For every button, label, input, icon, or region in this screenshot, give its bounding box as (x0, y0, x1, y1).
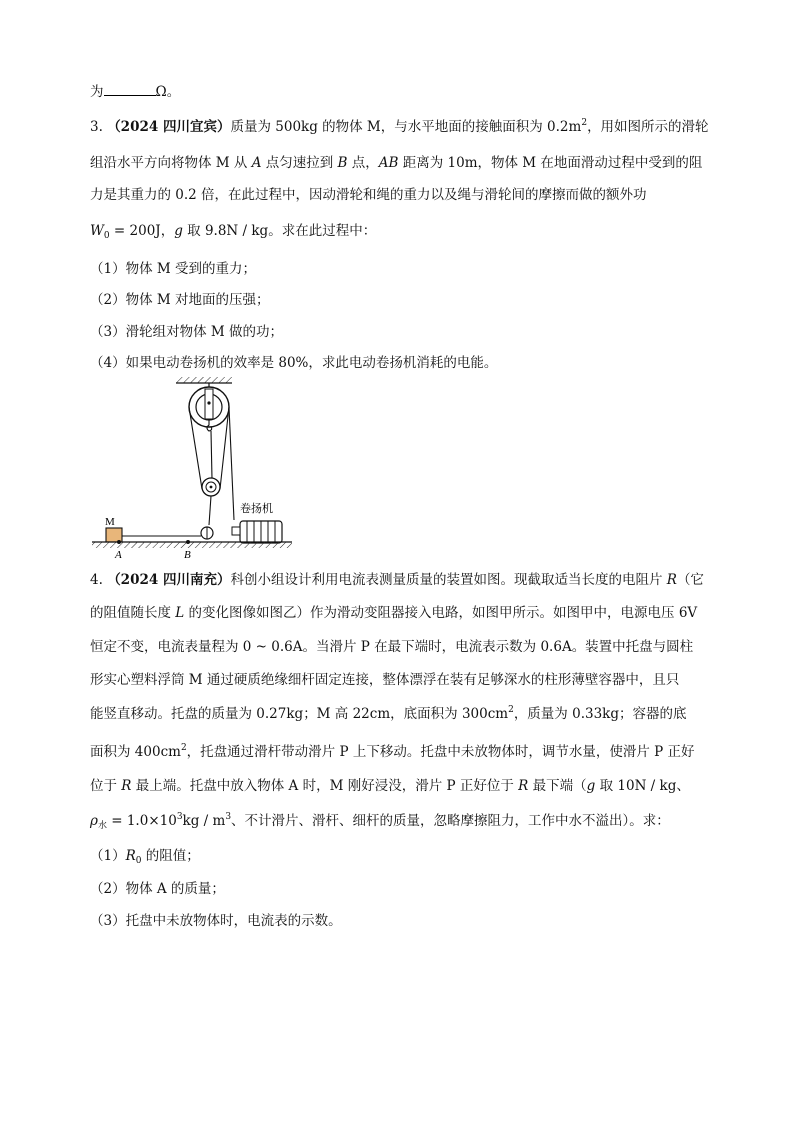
q4-line-1 (90, 570, 704, 590)
rope-down (209, 496, 211, 525)
rho-symbol: ρ (90, 813, 98, 829)
resistor-symbol: R (125, 848, 136, 864)
q3-item-2 (90, 290, 270, 310)
text: 的变化图像如图乙）作为滑动变阻器接入电路，如图甲所示。如图甲中，电源电压 6V (184, 605, 698, 621)
current-value: 0.6A (540, 639, 572, 655)
text: 科创小组设计利用电流表测量质量的装置如图。现截取适当长度的电阻片 (230, 572, 667, 588)
rope-to-winch (229, 407, 234, 520)
q3-line-1 (90, 117, 709, 137)
q4-line-8 (90, 811, 670, 831)
area-value: 0.2m (547, 119, 582, 135)
text: （1） (90, 848, 126, 864)
label-a: A (115, 549, 122, 560)
q4-item-3 (90, 911, 342, 931)
work-value: = 200J， (109, 223, 175, 239)
text: 。求在此过程中： (268, 223, 377, 239)
text: （4）如果电动卷扬机的效率是 80%，求此电动卷扬机消耗的电能。 (90, 355, 498, 371)
text: 面积为 (90, 744, 135, 760)
label-b: B (184, 549, 191, 560)
q3-item-3 (90, 322, 283, 342)
subscript: 0 (103, 231, 110, 241)
ceiling-hatch (176, 377, 232, 383)
text: 的阻值； (141, 848, 200, 864)
question-source: （2024 四川南充） (107, 572, 231, 588)
question-source: （2024 四川宜宾） (107, 119, 231, 135)
text: 组沿水平方向将物体 M 从 (90, 155, 252, 171)
q3-item-1 (90, 259, 256, 279)
resistor-symbol: R (518, 778, 529, 794)
text: 的阻值随长度 (90, 605, 176, 621)
g-symbol: g (586, 778, 596, 794)
text: （2）物体 M 对地面的压强； (90, 292, 270, 308)
resistor-symbol: R (666, 572, 677, 588)
point-a: A (251, 155, 262, 171)
ammeter-range: 0 ~ 0.6A (242, 639, 303, 655)
q4-item-2 (90, 879, 225, 899)
text: 最上端。托盘中放入物体 A 时，M 刚好浸没，滑片 P 正好位于 (131, 778, 519, 794)
length-symbol: L (175, 605, 185, 621)
rope-middle (211, 431, 212, 479)
m-mass: 0.33kg (572, 706, 619, 722)
q4-line-6 (90, 742, 695, 762)
container-area: 400cm (134, 744, 181, 760)
g-value: 9.8N / kg (204, 223, 269, 239)
tray-mass: 0.27kg (256, 706, 304, 722)
density-unit: kg / m (182, 813, 226, 829)
q3-line-3 (90, 185, 647, 205)
subscript: 水 (97, 821, 107, 831)
exponent: 2 (508, 705, 514, 715)
work-symbol: W (90, 223, 104, 239)
exponent: 2 (581, 118, 588, 128)
pulley-axle (207, 401, 210, 404)
q3-line-2 (90, 153, 702, 173)
m-height: 22cm (352, 706, 391, 722)
winch-drum (232, 527, 240, 535)
resistor-symbol: R (121, 778, 132, 794)
exponent: 3 (176, 812, 183, 822)
text: 点匀速拉到 (261, 155, 338, 171)
point-b-dot (186, 540, 190, 544)
point-a-dot (117, 540, 121, 544)
text: 能竖直移动。托盘的质量为 (90, 706, 257, 722)
question-number: 3. (90, 119, 103, 135)
q4-line-4 (90, 670, 679, 690)
m-area: 300cm (461, 706, 509, 722)
exponent: 3 (225, 812, 232, 822)
text: ；M 高 (303, 706, 353, 722)
text: 。当滑片 P 在最下端时，电流表示数为 (302, 639, 541, 655)
text: ；容器的底 (619, 706, 687, 722)
movable-pulley-axle (210, 486, 213, 489)
q3-item-4 (90, 353, 497, 373)
answer-blank (104, 82, 156, 96)
ground-hatch (92, 542, 292, 548)
pulley-figure (92, 375, 302, 560)
text: 、不计滑片、滑杆、细杆的质量，忽略摩擦阻力，工作中水不溢出）。求： (231, 813, 670, 829)
text: 质量为 500kg 的物体 M，与水平地面的接触面积为 (230, 119, 548, 135)
g-symbol: g (174, 223, 183, 239)
text: （1）物体 M 受到的重力； (90, 261, 256, 277)
density-value: = 1.0×10 (106, 813, 177, 829)
text: （3）托盘中未放物体时，电流表的示数。 (90, 913, 342, 929)
q4-line-7 (90, 776, 690, 796)
answer-blank-line (90, 82, 180, 102)
text: （2）物体 A 的质量； (90, 881, 225, 897)
text: 力是其重力的 0.2 倍，在此过程中，因动滑轮和绳的重力以及绳与滑轮间的摩擦而做的额外功 (90, 187, 647, 203)
text: 。装置中托盘与圆柱 (571, 639, 694, 655)
segment-ab: AB (378, 155, 399, 171)
text: 点， (347, 155, 379, 171)
text: 距离为 10m，物体 M 在地面滑动过程中受到的阻 (398, 155, 703, 171)
subscript: 0 (135, 856, 142, 866)
text: ，托盘通过滑杆带动滑片 P 上下移动。托盘中未放物体时，调节水量，使滑片 P 正好 (186, 744, 695, 760)
text: ，底面积为 (390, 706, 462, 722)
label-winch: 卷扬机 (240, 502, 273, 515)
question-number: 4. (90, 572, 103, 588)
text: ，质量为 (513, 706, 573, 722)
q4-line-5 (90, 704, 687, 724)
text: ，用如图所示的滑轮 (587, 119, 709, 135)
block-m (106, 528, 122, 542)
q4-item-1 (90, 846, 200, 866)
q3-line-4 (90, 221, 376, 241)
text: 取 (182, 223, 205, 239)
text: 恒定不变，电流表量程为 (90, 639, 243, 655)
g-value: 10N / kg (617, 778, 677, 794)
text: （它 (676, 572, 704, 588)
q4-line-2 (90, 603, 697, 623)
text: 、 (676, 778, 690, 794)
exponent: 2 (180, 743, 187, 753)
text: Ω。 (155, 84, 181, 100)
text: （3）滑轮组对物体 M 做的功； (90, 324, 283, 340)
text: 最下端（ (528, 778, 587, 794)
label-m: M (105, 516, 115, 528)
text: 为 (90, 84, 104, 100)
text: 位于 (90, 778, 122, 794)
q4-line-3 (90, 637, 693, 657)
text: 形实心塑料浮筒 M 通过硬质绝缘细杆固定连接，整体漂浮在装有足够深水的柱形薄壁容器中，且只 (90, 672, 680, 688)
point-b: B (337, 155, 348, 171)
text: 取 (595, 778, 618, 794)
